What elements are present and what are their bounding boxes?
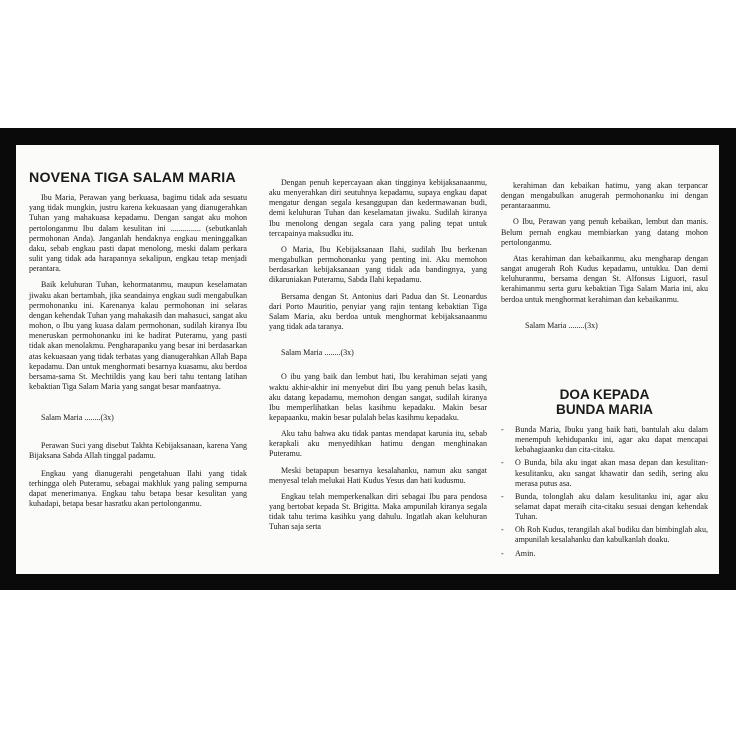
paragraph: Perawan Suci yang disebut Takhta Kebijaksanaan, karena Yang Bijaksana Sabda Allah tinggal padamu. — [29, 441, 247, 461]
list-item: - Bunda, tolonglah aku dalam kesulitanku ini, agar aku selamat dapat meraih cita-citaku sesuai dengan kehendak Tuhan. — [501, 491, 708, 522]
salam-maria-refrain: Salam Maria ........(3x) — [281, 348, 354, 358]
paragraph: O Maria, Ibu Kebijaksanaan Ilahi, sudilah Ibu berkenan mengabulkan permohonanku yang penting ini. Aku memohon berdasarkan kebijaksanaan yang tidak ada bandingnya, yang dikaruniakan Puteramu, Sabda Ilahi kepadamu. — [269, 244, 487, 285]
paragraph: Meski betapapun besarnya kesalahanku, namun aku sangat menyesal telah melukai Hati Kudus Yesus dan hati kudusmu. — [269, 465, 487, 485]
dash-bullet: - — [501, 548, 504, 558]
paragraph: O ibu yang baik dan lembut hati, Ibu kerahiman sejati yang waktu akhir-akhir ini menyebut diri Ibu yang penuh belas kasih, aku datang kepadamu, memohon dengan sangat, sudilah kiranya Ibu memperlihatkan belas kasihmu kepadaku. Makin besar kepapaanku, makin besar pulalah belas kasihmu kepadaku. — [269, 372, 487, 422]
dash-bullet: - — [501, 491, 504, 501]
dash-bullet: - — [501, 424, 504, 434]
paragraph: Engkau telah memperkenalkan diri sebagai Ibu para pendosa yang bertobat kepada St. Brigitta. Maka ampunilah kiranya segala tidak tahu terima kasihku yang dahulu. Ingatlah akan keluhuran Tuhan saja serta — [269, 491, 487, 532]
list-item: - O Bunda, bila aku ingat akan masa depan dan kesulitan-kesulitanku, aku sangat khawatir dan sedih, sering aku merasa putus asa. — [501, 458, 708, 488]
paragraph: Aku tahu bahwa aku tidak pantas mendapat karunia itu, sebab kerapkali aku menyedihkan hatimu dengan menghinakan Puteramu. — [269, 429, 487, 459]
list-item: - Oh Roh Kudus, terangilah akal budiku dan bimbinglah aku, ampunilah kesalahanku dan kabulkanlah doaku. — [501, 525, 708, 545]
salam-maria-refrain: Salam Maria ........(3x) — [525, 320, 598, 330]
novena-leaflet — [16, 145, 719, 574]
paragraph: Dengan penuh kepercayaan akan tingginya kebijaksanaanmu, aku menyerahkan diri seutuhnya kepadamu, supaya engkau dapat mengatur dengan segala kesanggupan dan kedermawanan budi, demi keluhuran Tuhan dan keselamatan jiwaku. Sudilah kiranya Ibu menolong dengan segala cara yang paling tepat untuk tercapainya maksudku itu. — [269, 178, 487, 238]
dash-bullet: - — [501, 458, 504, 468]
paragraph: Baik keluhuran Tuhan, kehormatanmu, maupun keselamatan jiwaku akan bertambah, jika seandainya engkau sudi mengabulkan permohonanku ini. Karenanya kalau permohonan ini selaras dengan kehendak Tuhan yang mahakasih dan mahasuci, sangat aku mohon, o Ibu yang kuasa dalam permohonan, sudilah kiranya Ibu meneruskan permohonanku ini ke hadirat Puteramu, yang pasti tidak akan menolakmu. Pengharapanku yang besar ini berdasarkan atas kekuasaan yang tidak terbatas yang dianugerahkan Allah Bapa kepadamu. Dan untuk menghormati besarnya kuasamu, aku berdoa bersama-sama St. Mechtildis yang kau beri tahu tentang latihan kebaktian Tiga Salam Maria yang sangat besar manfaatnya. — [29, 280, 247, 391]
paragraph: Ibu Maria, Perawan yang berkuasa, bagimu tidak ada sesuatu yang tidak mungkin, justru karena kekuasaan yang dianugerahkan Tuhan yang mahakuasa kepadamu. Dengan sangat aku mohon pertolonganmu Ibu dalam kesulitan ini ............... (sebutkanlah permohonan Anda). Janganlah hendaknya engkau meninggalkan daku, sebab engkau pasti dapat menolong, meski dalam perkara sulit yang tidak ada harapannya sekalipun, engkau tetap menjadi perantara. — [29, 193, 247, 274]
paragraph: Bersama dengan St. Antonius dari Padua dan St. Leonardus dari Porto Mauritio, penyiar yang rajin tentang kebaktian Tiga Salam Maria, aku berdoa untuk menghormat kebijaksanaanmu yang tidak ada taranya. — [269, 291, 487, 332]
column-middle — [269, 145, 487, 574]
salam-maria-refrain: Salam Maria ........(3x) — [41, 413, 114, 423]
column-left — [29, 145, 247, 574]
paragraph: O Ibu, Perawan yang penuh kebaikan, lembut dan manis. Belum pernah engkau membiarkan yang datang mohon pertolonganmu. — [501, 217, 708, 247]
list-item: - Amin. — [501, 548, 536, 558]
prayer-list — [501, 425, 708, 559]
list-item: - Bunda Maria, Ibuku yang baik hati, bantulah aku dalam menempuh kehidupanku ini, agar aku dapat mencapai kebahagiaanku dan cita-citaku. — [501, 424, 708, 455]
paragraph: Engkau yang dianugerahi pengetahuan Ilahi yang tidak terhingga oleh Puteramu, sebagai makhluk yang paling sempurna dapat menerimanya. Engkau tahu betapa besar kesulitan yang kuhadapi, betapa besar hasratku akan pertolonganmu. — [29, 468, 247, 509]
novena-title: NOVENA TIGA SALAM MARIA — [29, 170, 236, 186]
dash-bullet: - — [501, 525, 504, 535]
paragraph: kerahiman dan kebaikan hatimu, yang akan terpancar dengan mengabulkan anugerah permohonanku ini dengan perantaraanmu. — [501, 181, 708, 211]
column-right — [501, 145, 708, 574]
paragraph: Atas kerahiman dan kebaikanmu, aku mengharap dengan sangat anugerah Roh Kudus kepadamu, untukku. Dan demi keluhuranmu, bersama dengan St. Alfonsus Liguori, rasul kerahimanmu serta guru kebaktian Tiga Salam Maria ini, aku berdoa untuk menghormat kerahiman dan kebaikanmu. — [501, 253, 708, 304]
doa-title: DOA KEPADA BUNDA MARIA — [556, 386, 653, 417]
